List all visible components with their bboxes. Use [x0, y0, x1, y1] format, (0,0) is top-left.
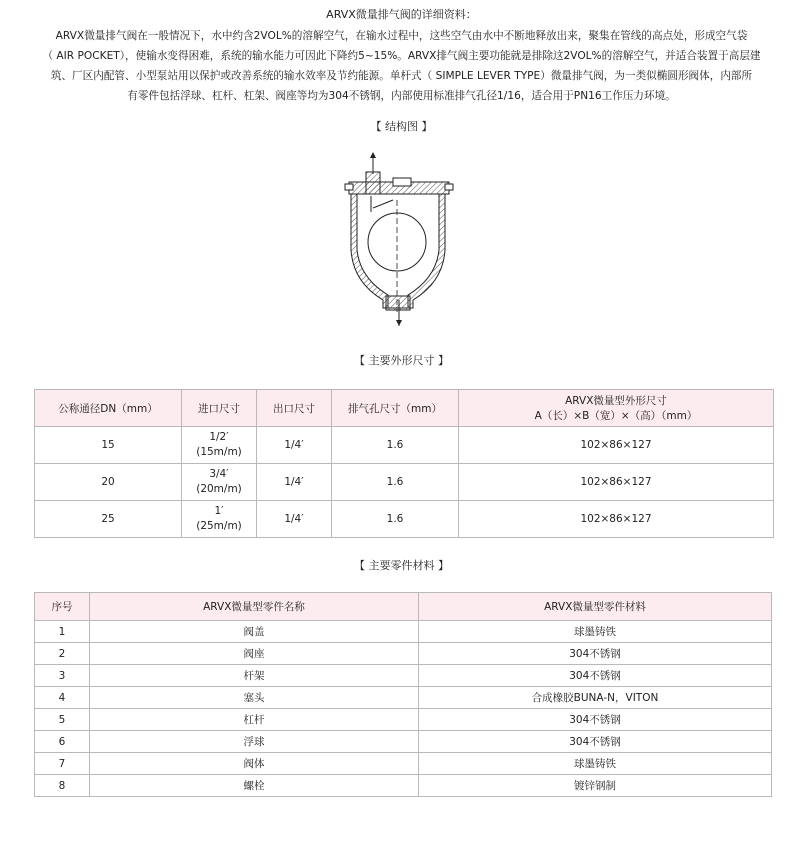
cell-size: 102×86×127	[459, 427, 774, 464]
cell-no: 7	[35, 753, 90, 775]
cell-part: 阀体	[90, 753, 419, 775]
cell-material: 304不锈钢	[419, 709, 772, 731]
cell-inlet	[182, 501, 257, 538]
col-header-inlet: 进口尺寸	[182, 390, 257, 427]
section-title-structure: 【 结构图 】	[370, 120, 433, 133]
cell-no: 6	[35, 731, 90, 753]
col-header-hole: 排气孔尺寸（mm）	[332, 390, 459, 427]
cell-part: 塞头	[90, 687, 419, 709]
cell-outlet: 1/4′	[257, 427, 332, 464]
col-header-no: 序号	[35, 593, 90, 621]
cell-size: 102×86×127	[459, 501, 774, 538]
cell-outlet: 1/4′	[257, 464, 332, 501]
cell-no: 2	[35, 643, 90, 665]
cell-dn: 25	[35, 501, 182, 538]
table-header-row	[35, 390, 774, 427]
cell-material: 304不锈钢	[419, 731, 772, 753]
intro-paragraph	[10, 26, 793, 106]
cell-dn: 20	[35, 464, 182, 501]
inlet-mm: (20m/m)	[196, 483, 242, 495]
table-row	[35, 643, 772, 665]
table-row	[35, 501, 774, 538]
table-row	[35, 687, 772, 709]
cell-inlet	[182, 427, 257, 464]
col-header-material: ARVX微量型零件材料	[419, 593, 772, 621]
size-header-line: A（长）×B（宽）×（高）（mm）	[534, 410, 698, 422]
intro-line: 筑、厂区内配管、小型泵站用以保护或改善系统的输水效率及节约能源。单杆式（ SIMPLE LEVER TYPE）微量排气阀，为一类似椭圆形阀体，内部所	[50, 70, 753, 82]
table-row	[35, 731, 772, 753]
cell-outlet: 1/4′	[257, 501, 332, 538]
cell-material: 球墨铸铁	[419, 753, 772, 775]
inlet-inch: 1′	[214, 505, 224, 517]
inlet-inch: 1/2′	[209, 431, 229, 443]
table-row	[35, 427, 774, 464]
table-row	[35, 621, 772, 643]
top-arrow	[370, 152, 376, 174]
cell-no: 5	[35, 709, 90, 731]
table-row	[35, 753, 772, 775]
size-header-line: ARVX微量型外形尺寸	[565, 395, 667, 407]
cell-material: 镀锌钢制	[419, 775, 772, 797]
intro-line: 有零件包括浮球、杠杆、杠架、阀座等均为304不锈钢，内部使用标准排气孔径1/16，适合用于PN16工作压力环境。	[127, 90, 676, 102]
cell-no: 8	[35, 775, 90, 797]
valve-cover	[345, 172, 453, 196]
cell-no: 3	[35, 665, 90, 687]
col-header-outlet: 出口尺寸	[257, 390, 332, 427]
inlet-mm: (25m/m)	[196, 520, 242, 532]
table-row	[35, 709, 772, 731]
cell-dn: 15	[35, 427, 182, 464]
table-row	[35, 775, 772, 797]
page-title: ARVX微量排气阀的详细资料：	[326, 8, 477, 21]
cell-no: 4	[35, 687, 90, 709]
valve-structure-diagram	[333, 150, 463, 328]
cell-material: 304不锈钢	[419, 665, 772, 687]
inlet-mm: (15m/m)	[196, 446, 242, 458]
cell-size: 102×86×127	[459, 464, 774, 501]
col-header-size	[459, 390, 774, 427]
cell-part: 浮球	[90, 731, 419, 753]
col-header-dn: 公称通径DN（mm）	[35, 390, 182, 427]
cell-hole: 1.6	[332, 427, 459, 464]
section-title-dimensions: 【 主要外形尺寸 】	[354, 354, 449, 367]
cell-inlet	[182, 464, 257, 501]
cell-material: 304不锈钢	[419, 643, 772, 665]
materials-table	[34, 592, 772, 797]
cell-material: 球墨铸铁	[419, 621, 772, 643]
cell-part: 阀座	[90, 643, 419, 665]
cell-part: 阀盖	[90, 621, 419, 643]
intro-line: ARVX微量排气阀在一般情况下，水中约含2VOL%的溶解空气，在输水过程中，这些空气由水中不断地释放出来，聚集在管线的高点处，形成空气袋	[55, 30, 748, 42]
dimensions-table	[34, 389, 774, 538]
cell-material: 合成橡胶BUNA-N，VITON	[419, 687, 772, 709]
cell-part: 螺栓	[90, 775, 419, 797]
table-row	[35, 464, 774, 501]
col-header-part: ARVX微量型零件名称	[90, 593, 419, 621]
section-title-materials: 【 主要零件材料 】	[354, 559, 449, 572]
cell-part: 杠杆	[90, 709, 419, 731]
cell-no: 1	[35, 621, 90, 643]
cell-part: 杆架	[90, 665, 419, 687]
intro-line: （ AIR POCKET），使输水变得困难，系统的输水能力可因此下降约5~15%。ARVX排气阀主要功能就是排除这2VOL%的溶解空气，并适合装置于高层建	[42, 50, 761, 62]
cell-hole: 1.6	[332, 501, 459, 538]
table-header-row	[35, 593, 772, 621]
inlet-inch: 3/4′	[209, 468, 229, 480]
cell-hole: 1.6	[332, 464, 459, 501]
table-row	[35, 665, 772, 687]
